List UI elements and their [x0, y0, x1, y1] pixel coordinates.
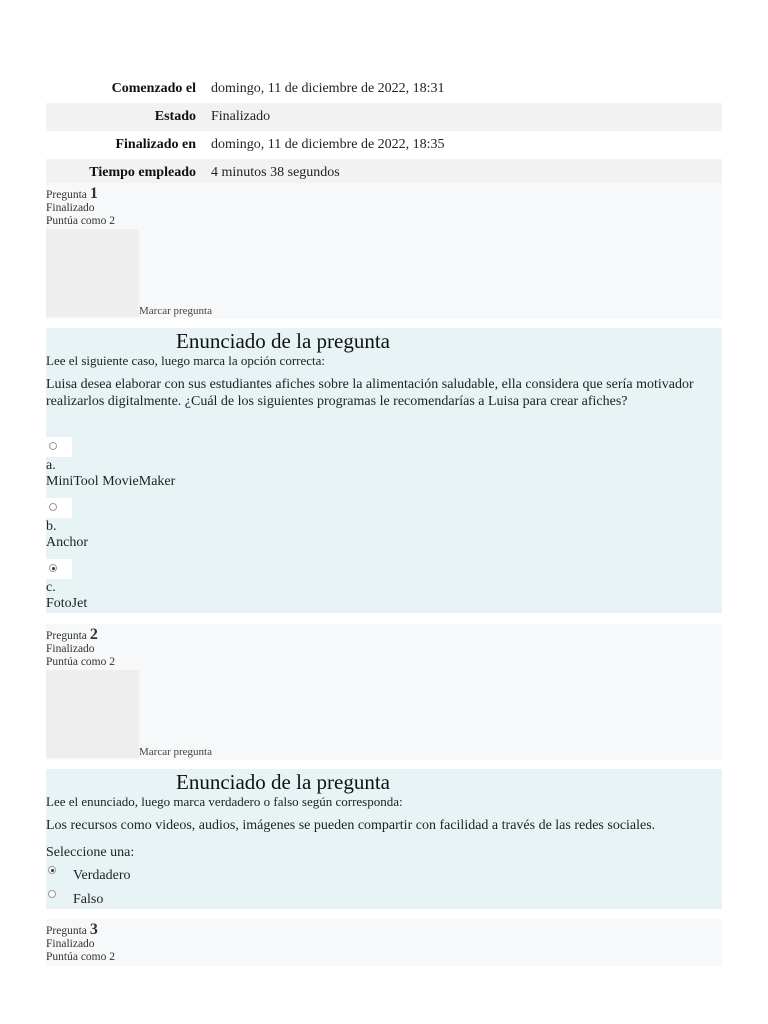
question-1-info: [46, 183, 722, 319]
question-number: [46, 185, 98, 203]
option-b-radio-box[interactable]: [46, 498, 72, 518]
summary-label: Tiempo empleado: [46, 159, 203, 188]
question-points: Puntúa como 2: [46, 656, 115, 668]
question-number: [46, 921, 98, 939]
option-text[interactable]: FotoJet: [46, 596, 88, 611]
radio-icon[interactable]: [49, 442, 57, 450]
summary-row-started: [46, 75, 722, 103]
flag-question-icon[interactable]: [46, 229, 139, 317]
flag-question-icon[interactable]: [46, 670, 139, 758]
option-letter: b.: [46, 519, 57, 534]
select-one-label: Seleccione una:: [46, 845, 135, 860]
option-a-radio-box[interactable]: [46, 437, 72, 457]
option-text[interactable]: MiniTool MovieMaker: [46, 474, 176, 489]
question-text: Los recursos como videos, audios, imágenes se pueden compartir con facilidad a través de las redes sociales.: [46, 818, 656, 833]
question-prefix: Pregunta: [46, 925, 87, 937]
summary-label: Comenzado el: [111, 81, 196, 96]
question-points: Puntúa como 2: [46, 951, 115, 963]
option-c-radio-box[interactable]: [46, 559, 72, 579]
question-prefix: Pregunta: [46, 630, 87, 642]
summary-value: domingo, 11 de diciembre de 2022, 18:35: [211, 137, 445, 152]
question-prefix: Pregunta: [46, 189, 87, 201]
summary-value: domingo, 11 de diciembre de 2022, 18:31: [211, 81, 445, 96]
question-number-value: 1: [89, 185, 98, 202]
summary-value: Finalizado: [203, 103, 722, 131]
question-3-info: [46, 919, 722, 966]
summary-label: Finalizado en: [115, 137, 196, 152]
question-2-info: [46, 624, 722, 760]
question-number-value: 3: [89, 921, 98, 938]
question-status: Finalizado: [46, 202, 95, 214]
option-true-label[interactable]: Verdadero: [73, 868, 131, 883]
summary-value: 4 minutos 38 segundos: [203, 159, 722, 188]
question-points: Puntúa como 2: [46, 215, 115, 227]
option-letter: a.: [46, 458, 56, 473]
question-text: Luisa desea elaborar con sus estudiantes afiches sobre la alimentación saludable, ella considera que sería motivador realizarlos digitalmente. ¿Cuál de los siguientes programas le recomendarías a Luisa para crear afiches?: [46, 377, 694, 409]
question-number: [46, 626, 98, 644]
question-intro: Lee el enunciado, luego marca verdadero o falso según corresponda:: [46, 794, 403, 809]
summary-label: Estado: [46, 103, 203, 131]
option-text[interactable]: Anchor: [46, 535, 88, 550]
question-heading: Enunciado de la pregunta: [176, 329, 390, 353]
question-1-content: [46, 328, 722, 613]
radio-checked-icon[interactable]: [48, 866, 56, 874]
attempt-summary-table: [46, 75, 722, 188]
option-letter: c.: [46, 580, 56, 595]
question-2-content: [46, 769, 722, 909]
question-status: Finalizado: [46, 643, 95, 655]
radio-icon[interactable]: [48, 890, 56, 898]
flag-question-link[interactable]: Marcar pregunta: [139, 305, 212, 317]
radio-checked-icon[interactable]: [49, 564, 57, 572]
flag-question-link[interactable]: Marcar pregunta: [139, 746, 212, 758]
radio-icon[interactable]: [49, 503, 57, 511]
question-intro: Lee el siguiente caso, luego marca la opción correcta:: [46, 353, 326, 368]
summary-row-state: [46, 103, 722, 131]
option-false-label[interactable]: Falso: [73, 892, 104, 907]
question-number-value: 2: [89, 626, 98, 643]
summary-row-finished: [46, 131, 722, 159]
question-heading: Enunciado de la pregunta: [176, 770, 390, 794]
question-status: Finalizado: [46, 938, 95, 950]
